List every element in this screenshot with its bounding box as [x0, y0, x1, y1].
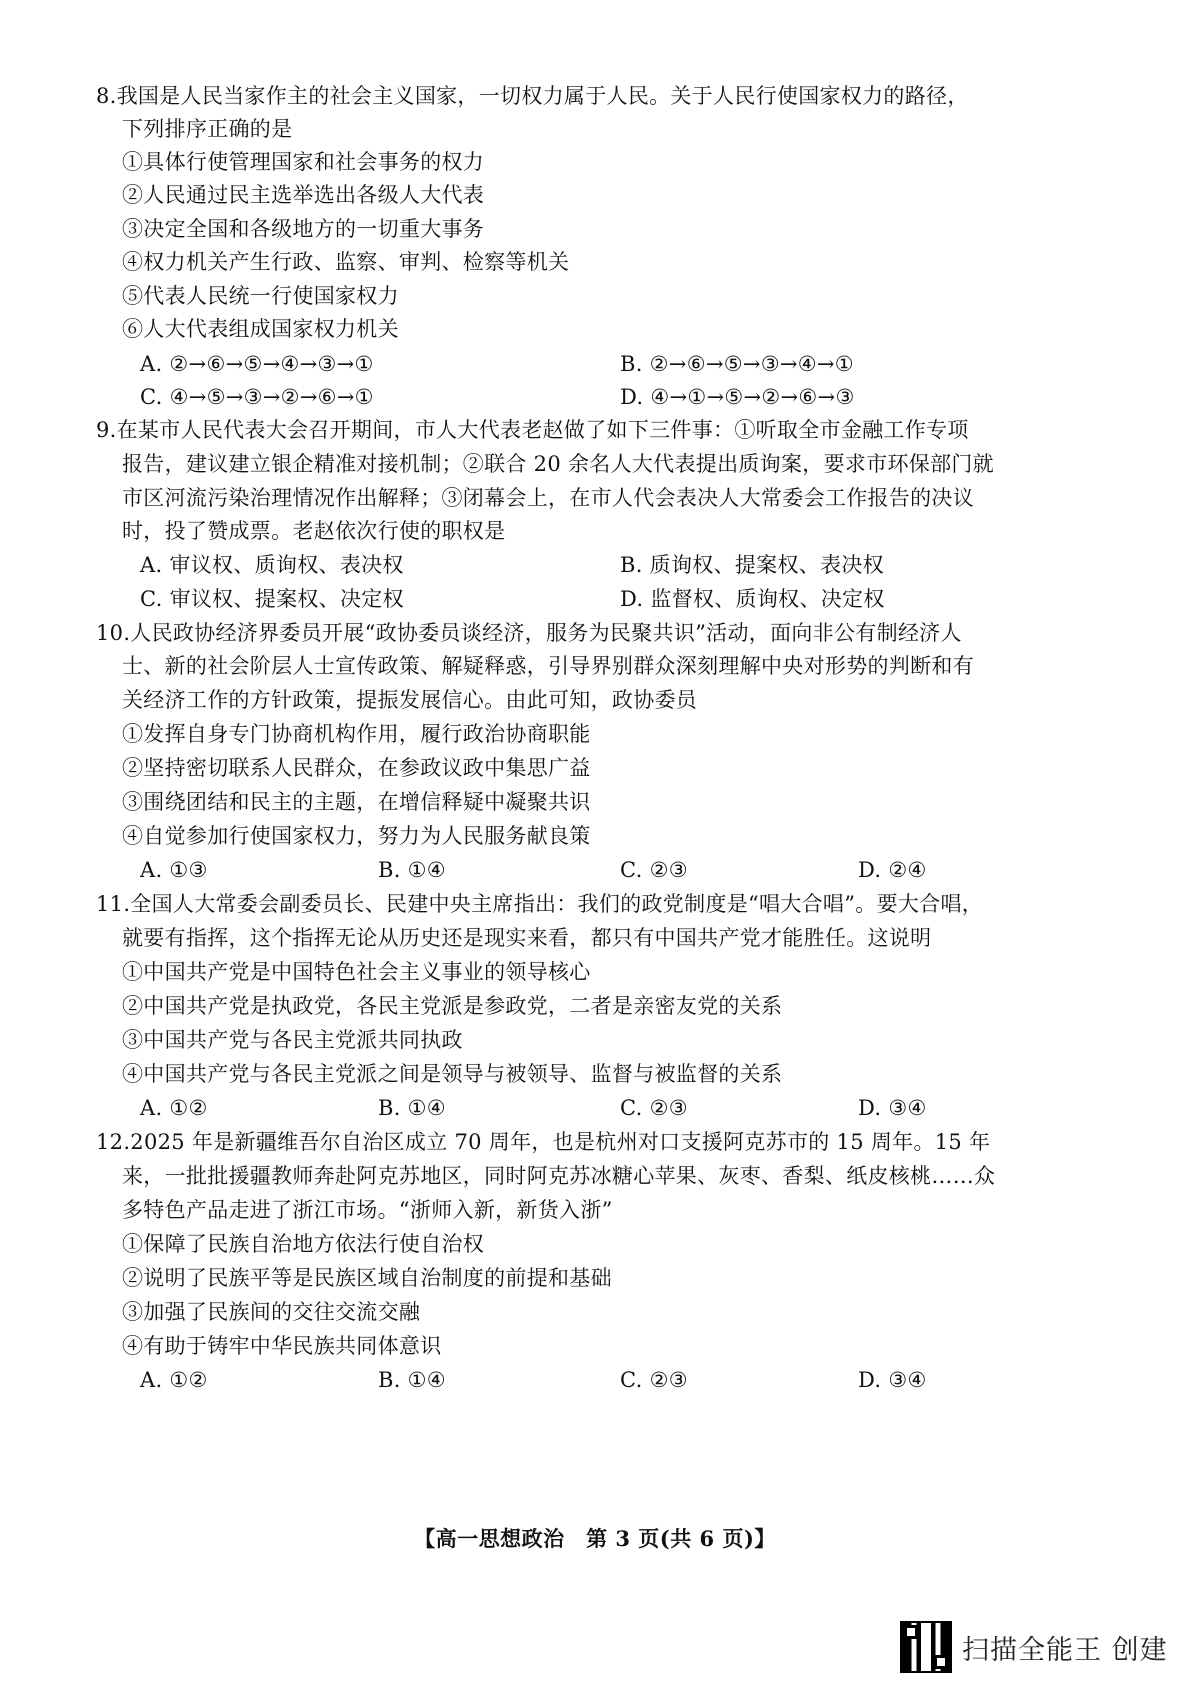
q11-stem-line-2: 就要有指挥，这个指挥无论从历史还是现实来看，都只有中国共产党才能胜任。这说明 [122, 926, 932, 950]
q10-item-2: ②坚持密切联系人民群众，在参政议政中集思广益 [122, 756, 591, 780]
q8-stem-line-2: 下列排序正确的是 [122, 117, 293, 141]
page-footer: 【高一思想政治 第 3 页(共 6 页)】 [414, 1526, 776, 1551]
q12-item-2: ②说明了民族平等是民族区域自治制度的前提和基础 [122, 1266, 612, 1290]
scanner-watermark [900, 1621, 1168, 1673]
q8-stem-line-1: 8.我国是人民当家作主的社会主义国家，一切权力属于人民。关于人民行使国家权力的路径， [96, 84, 969, 108]
q12-item-4: ④有助于铸牢中华民族共同体意识 [122, 1334, 442, 1358]
q10-option-c: C. ②③ [620, 858, 688, 882]
q12-item-3: ③加强了民族间的交往交流交融 [122, 1300, 421, 1324]
q10-stem-line-2: 士、新的社会阶层人士宣传政策、解疑释惑，引导界别群众深刻理解中央对形势的判断和有 [122, 654, 974, 678]
q10-option-a: A. ①③ [140, 858, 208, 882]
q10-stem-line-1: 10.人民政协经济界委员开展“政协委员谈经济，服务为民聚共识”活动，面向非公有制经济人 [96, 621, 962, 645]
q8-item-5: ⑤代表人民统一行使国家权力 [122, 284, 399, 308]
q8-option-a: A. ②→⑥→⑤→④→③→① [140, 352, 374, 376]
q9-stem-line-4: 时，投了赞成票。老赵依次行使的职权是 [122, 519, 506, 543]
q10-item-3: ③围绕团结和民主的主题，在增信释疑中凝聚共识 [122, 790, 591, 814]
q10-stem-line-3: 关经济工作的方针政策，提振发展信心。由此可知，政协委员 [122, 688, 698, 712]
qr-code-icon [900, 1621, 952, 1673]
q11-stem-line-1: 11.全国人大常委会副委员长、民建中央主席指出：我们的政党制度是“唱大合唱”。要大合唱， [96, 892, 984, 916]
q11-item-1: ①中国共产党是中国特色社会主义事业的领导核心 [122, 960, 591, 984]
q12-option-c: C. ②③ [620, 1368, 688, 1392]
q12-option-d: D. ③④ [858, 1368, 927, 1392]
q9-stem-line-1: 9.在某市人民代表大会召开期间，市人大代表老赵做了如下三件事：①听取全市金融工作专项 [96, 418, 969, 442]
q9-option-a: A. 审议权、质询权、表决权 [140, 553, 404, 577]
q11-item-3: ③中国共产党与各民主党派共同执政 [122, 1028, 463, 1052]
q8-item-1: ①具体行使管理国家和社会事务的权力 [122, 150, 485, 174]
q9-stem-line-3: 市区河流污染治理情况作出解释；③闭幕会上，在市人代会表决人大常委会工作报告的决议 [122, 486, 974, 510]
q11-option-d: D. ③④ [858, 1096, 927, 1120]
q12-stem-line-2: 来，一批批援疆教师奔赴阿克苏地区，同时阿克苏冰糖心苹果、灰枣、香梨、纸皮核桃……众 [122, 1164, 996, 1188]
q10-option-d: D. ②④ [858, 858, 927, 882]
q11-option-c: C. ②③ [620, 1096, 688, 1120]
q8-item-4: ④权力机关产生行政、监察、审判、检察等机关 [122, 250, 570, 274]
q10-option-b: B. ①④ [378, 858, 446, 882]
q9-option-c: C. 审议权、提案权、决定权 [140, 587, 404, 611]
q8-item-6: ⑥人大代表组成国家权力机关 [122, 317, 399, 341]
q10-item-4: ④自觉参加行使国家权力，努力为人民服务献良策 [122, 824, 591, 848]
watermark-text: 扫描全能王 创建 [962, 1634, 1168, 1666]
q9-stem-line-2: 报告，建议建立银企精准对接机制；②联合 20 余名人大代表提出质询案，要求市环保部门就 [122, 452, 994, 476]
q10-item-1: ①发挥自身专门协商机构作用，履行政治协商职能 [122, 722, 591, 746]
q12-stem-line-3: 多特色产品走进了浙江市场。“浙师入新，新货入浙” [122, 1198, 613, 1222]
q8-option-b: B. ②→⑥→⑤→③→④→① [620, 352, 854, 376]
q8-option-c: C. ④→⑤→③→②→⑥→① [140, 385, 374, 409]
q8-item-2: ②人民通过民主选举选出各级人大代表 [122, 183, 485, 207]
q9-option-d: D. 监督权、质询权、决定权 [620, 587, 885, 611]
q12-option-a: A. ①② [140, 1368, 208, 1392]
q9-option-b: B. 质询权、提案权、表决权 [620, 553, 884, 577]
q11-option-b: B. ①④ [378, 1096, 446, 1120]
q8-option-d: D. ④→①→⑤→②→⑥→③ [620, 385, 855, 409]
q12-stem-line-1: 12.2025 年是新疆维吾尔自治区成立 70 周年，也是杭州对口支援阿克苏市的 15 周年。15 年 [96, 1130, 991, 1154]
q12-option-b: B. ①④ [378, 1368, 446, 1392]
q11-option-a: A. ①② [140, 1096, 208, 1120]
q8-item-3: ③决定全国和各级地方的一切重大事务 [122, 217, 485, 241]
q11-item-4: ④中国共产党与各民主党派之间是领导与被领导、监督与被监督的关系 [122, 1062, 783, 1086]
q11-item-2: ②中国共产党是执政党，各民主党派是参政党，二者是亲密友党的关系 [122, 994, 783, 1018]
q12-item-1: ①保障了民族自治地方依法行使自治权 [122, 1232, 485, 1256]
